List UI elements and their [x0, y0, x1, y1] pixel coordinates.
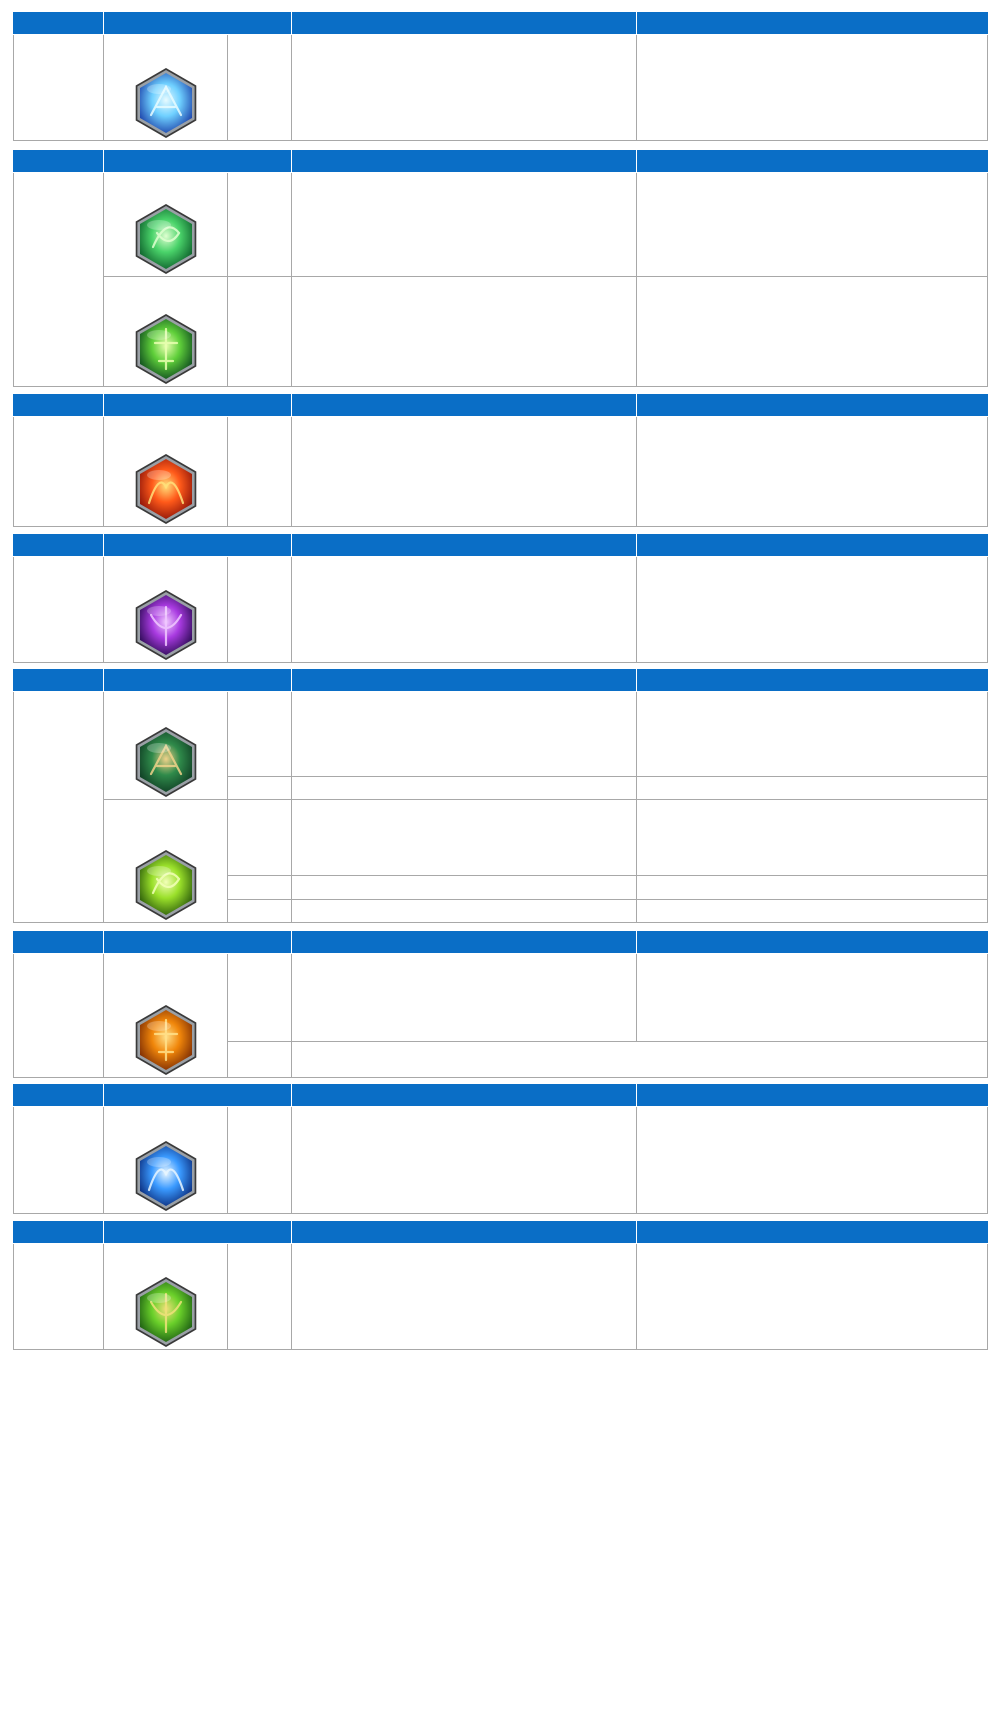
header-row	[14, 150, 988, 172]
valiant-charge-icon	[129, 313, 203, 385]
header-row	[14, 534, 988, 556]
patch-table-0	[13, 12, 988, 141]
hero-cell	[14, 556, 104, 662]
adjustment-cell	[637, 276, 988, 386]
previous-header	[292, 669, 637, 691]
table-row	[14, 953, 988, 1041]
adjustment-header	[637, 1084, 988, 1106]
change-type	[228, 416, 292, 526]
hero-header	[14, 669, 104, 691]
patch-table-3	[13, 534, 988, 663]
dire-eclipse-icon	[129, 589, 203, 661]
header-row	[14, 394, 988, 416]
change-type	[228, 1243, 292, 1349]
header-row	[14, 931, 988, 953]
skill-cell	[104, 691, 228, 799]
skill-cell	[104, 953, 228, 1077]
table-row	[14, 799, 988, 875]
change-type	[228, 1041, 292, 1077]
previous-cell	[292, 691, 637, 776]
skill-header	[104, 931, 292, 953]
table-row	[14, 1243, 988, 1349]
previous-cell	[292, 172, 637, 276]
header-row	[14, 1221, 988, 1243]
skill-header	[104, 1084, 292, 1106]
hero-cell	[14, 34, 104, 140]
previous-header	[292, 12, 637, 34]
skill-cell	[104, 556, 228, 662]
previous-header	[292, 1084, 637, 1106]
change-type	[228, 276, 292, 386]
previous-cell	[292, 556, 637, 662]
hero-header	[14, 150, 104, 172]
hero-header	[14, 1221, 104, 1243]
previous-cell	[292, 34, 637, 140]
skill-header	[104, 669, 292, 691]
patch-table-7	[13, 1221, 988, 1350]
hero-cell	[14, 1106, 104, 1213]
previous-cell	[292, 953, 637, 1041]
previous-cell	[292, 416, 637, 526]
adjustment-header	[637, 12, 988, 34]
patch-table-6	[13, 1084, 988, 1214]
change-type	[228, 172, 292, 276]
previous-header	[292, 534, 637, 556]
spin-attack-icon	[129, 203, 203, 275]
hero-cell	[14, 691, 104, 922]
skill-header	[104, 534, 292, 556]
header-row	[14, 1084, 988, 1106]
hero-header	[14, 534, 104, 556]
previous-header	[292, 150, 637, 172]
note-cell	[292, 1041, 988, 1077]
previous-header	[292, 394, 637, 416]
skill-header	[104, 394, 292, 416]
adjustment-cell	[637, 953, 988, 1041]
adjustment-cell	[637, 172, 988, 276]
adjustment-cell	[637, 1243, 988, 1349]
change-type	[228, 556, 292, 662]
shamans-flare-icon	[129, 453, 203, 525]
header-row	[14, 12, 988, 34]
skill-cell	[104, 416, 228, 526]
groundsplitter-icon	[129, 1004, 203, 1076]
skill-header	[104, 150, 292, 172]
skill-cell	[104, 34, 228, 140]
patch-table-1	[13, 150, 988, 387]
adjustment-header	[637, 150, 988, 172]
previous-cell	[292, 776, 637, 799]
previous-header	[292, 931, 637, 953]
patch-table-2	[13, 394, 988, 527]
table-row	[14, 1106, 988, 1213]
adjustment-cell	[637, 875, 988, 899]
change-type	[228, 899, 292, 922]
seismic-slam-icon	[129, 67, 203, 139]
hero-header	[14, 394, 104, 416]
change-type	[228, 776, 292, 799]
previous-header	[292, 1221, 637, 1243]
frost-strike-icon	[129, 1140, 203, 1212]
change-type	[228, 691, 292, 776]
change-type	[228, 34, 292, 140]
adjustment-cell	[637, 691, 988, 776]
hero-cell	[14, 416, 104, 526]
change-type	[228, 799, 292, 875]
hero-cell	[14, 1243, 104, 1349]
skill-cell	[104, 276, 228, 386]
previous-cell	[292, 1106, 637, 1213]
adjustment-cell	[637, 776, 988, 799]
header-row	[14, 669, 988, 691]
change-type	[228, 875, 292, 899]
hero-cell	[14, 953, 104, 1077]
adjustment-cell	[637, 899, 988, 922]
table-row	[14, 34, 988, 140]
previous-cell	[292, 799, 637, 875]
hero-header	[14, 1084, 104, 1106]
previous-cell	[292, 899, 637, 922]
skill-cell	[104, 1106, 228, 1213]
adjustment-cell	[637, 799, 988, 875]
previous-cell	[292, 276, 637, 386]
table-row	[14, 691, 988, 776]
skill-cell	[104, 172, 228, 276]
skill-cell	[104, 799, 228, 922]
adjustment-cell	[637, 556, 988, 662]
patch-table-4	[13, 669, 988, 923]
table-row	[14, 416, 988, 526]
skill-header	[104, 12, 292, 34]
adjustment-header	[637, 394, 988, 416]
change-type	[228, 953, 292, 1041]
adjustment-cell	[637, 416, 988, 526]
table-row	[14, 276, 988, 386]
previous-cell	[292, 1243, 637, 1349]
wind-chaser-icon	[129, 849, 203, 921]
adjustment-header	[637, 534, 988, 556]
mirage-slash-icon	[129, 1276, 203, 1348]
adjustment-header	[637, 1221, 988, 1243]
change-type	[228, 1106, 292, 1213]
skill-cell	[104, 1243, 228, 1349]
skill-header	[104, 1221, 292, 1243]
adjustment-cell	[637, 1106, 988, 1213]
phoenix-rush-icon	[129, 726, 203, 798]
adjustment-cell	[637, 34, 988, 140]
previous-cell	[292, 875, 637, 899]
adjustment-header	[637, 931, 988, 953]
adjustment-header	[637, 669, 988, 691]
table-row	[14, 556, 988, 662]
hero-header	[14, 931, 104, 953]
hero-header	[14, 12, 104, 34]
table-row	[14, 172, 988, 276]
patch-table-5	[13, 931, 988, 1078]
hero-cell	[14, 172, 104, 386]
